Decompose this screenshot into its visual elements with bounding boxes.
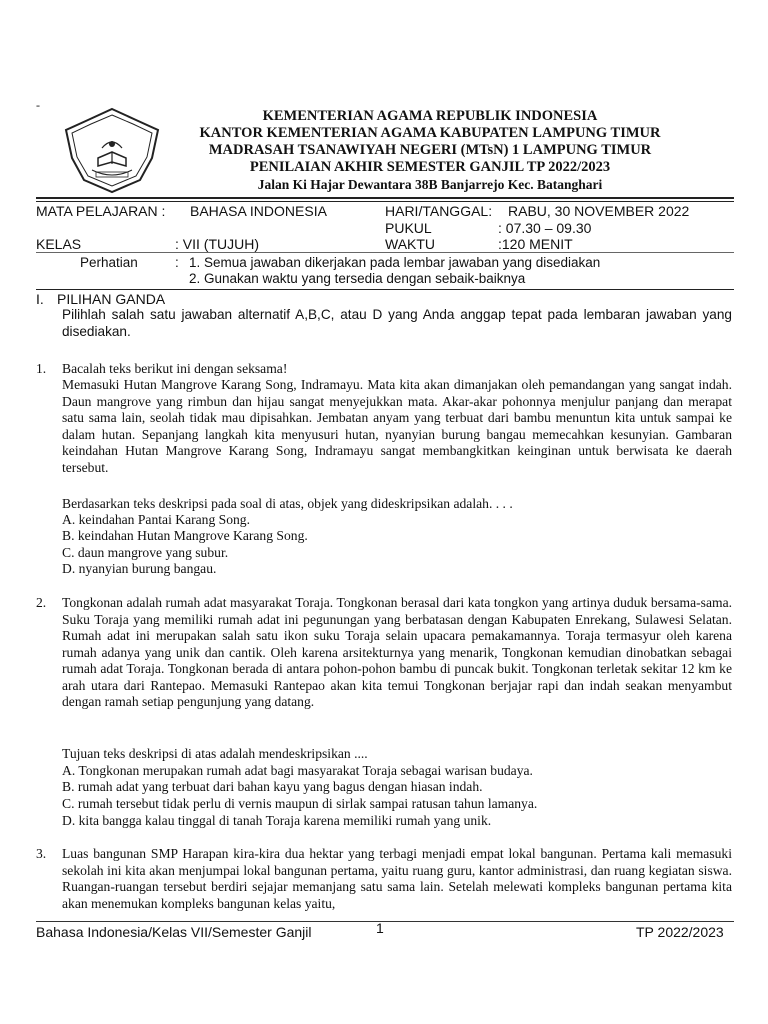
question-2-stem: Tujuan teks deskripsi di atas adalah mendeskripsikan .... xyxy=(62,746,368,761)
question-1-option-b: B. keindahan Hutan Mangrove Karang Song. xyxy=(62,528,308,543)
header-ministry: KEMENTERIAN AGAMA REPUBLIK INDONESIA xyxy=(262,108,598,124)
question-3-number: 3. xyxy=(36,846,47,861)
question-1-option-a: A. keindahan Pantai Karang Song. xyxy=(62,512,251,527)
section-title: PILIHAN GANDA xyxy=(57,291,166,307)
question-2-passage: Tongkonan adalah rumah adat masyarakat Toraja. Tongkonan berasal dari kata tongkon yang artinya duduk bersama-sama. Suku Toraja yang memiliki rumah adat ini pegunungan yang berbatasan dengan Kabupaten Enrekang, Sulawesi Selatan. Rumah adat ini merupakan salah satu ikon suku Toraja selain upacara pemakamannya. Toraja termasyur oleh karena rumah adanya yang unik dan cantik. Oleh karena arsitekturnya yang menarik, Tongkonan kemudian dinobatkan sebagai rumah adat Toraja. Tongkonan berada di antara pohon-pohon bambu di puncak bukit. Tongkonan terletak sekitar 12 km ke arah utara dari Rantepao. Memasuki Rantepao akan kita temui Tongkonan berjajar rapi dan indah seakan menyambut dengan ramah setiap pengunjung yang datang. xyxy=(62,595,732,709)
header-school: MADRASAH TSANAWIYAH NEGERI (MTsN) 1 LAMPUNG TIMUR xyxy=(208,142,652,158)
header-exam: PENILAIAN AKHIR SEMESTER GANJIL TP 2022/2023 xyxy=(249,159,611,175)
footer-course-info: Bahasa Indonesia/Kelas VII/Semester Ganjil xyxy=(36,924,312,940)
question-1-stem: Berdasarkan teks deskripsi pada soal di atas, objek yang dideskripsikan adalah. . . . xyxy=(62,496,513,511)
attention-note-1: 1. Semua jawaban dikerjakan pada lembar jawaban yang disediakan xyxy=(189,255,601,270)
header-office: KANTOR KEMENTERIAN AGAMA KABUPATEN LAMPUNG TIMUR xyxy=(199,125,661,141)
class-value: : VII (TUJUH) xyxy=(175,236,259,252)
attention-note-2: 2. Gunakan waktu yang tersedia dengan sebaik-baiknya xyxy=(189,271,526,286)
question-1-option-c: C. daun mangrove yang subur. xyxy=(62,545,229,560)
footer-rule xyxy=(36,921,734,922)
attention-label: Perhatian xyxy=(80,255,138,270)
question-3-passage: Luas bangunan SMP Harapan kira-kira dua hektar yang terbagi menjadi empat lokal bangunan. Pertama kali memasuki sekolah ini kita akan menjumpai lokal bangunan pertama, yaitu ruang guru, kantor administrasi, dan ruang kegiatan siswa. Ruangan-ruangan tersebut berdiri sejajar memanjang satu sama lain. Setelah melewati kompleks bangunan pertama kita akan menemukan kompleks bangunan kelas yaitu, xyxy=(62,846,732,911)
header-rule-thin xyxy=(36,201,734,202)
attention-colon: : xyxy=(175,255,179,270)
duration-value: :120 MENIT xyxy=(498,236,573,252)
question-1-intro: Bacalah teks berikut ini dengan seksama! xyxy=(62,361,288,376)
question-2-option-d: D. kita bangga kalau tinggal di tanah Toraja karena memiliki rumah yang unik. xyxy=(62,813,492,828)
footer-school-year: TP 2022/2023 xyxy=(636,924,724,940)
duration-label: WAKTU xyxy=(385,236,436,252)
info-bottom-rule xyxy=(36,289,734,290)
day-date-label: HARI/TANGGAL: xyxy=(385,203,493,219)
question-2-option-a: A. Tongkonan merupakan rumah adat bagi masyarakat Toraja sebagai warisan budaya. xyxy=(62,763,533,778)
time-value: : 07.30 – 09.30 xyxy=(498,220,592,236)
info-divider xyxy=(36,252,734,253)
section-number: I. xyxy=(36,291,44,307)
question-1-option-d: D. nyanyian burung bangau. xyxy=(62,561,217,576)
footer-page-number: 1 xyxy=(376,920,384,936)
subject-label: MATA PELAJARAN : xyxy=(36,203,166,219)
day-date-value: RABU, 30 NOVEMBER 2022 xyxy=(508,203,690,219)
kemenag-emblem-icon xyxy=(62,106,162,196)
question-2-number: 2. xyxy=(36,595,47,610)
stray-dash: - xyxy=(36,98,40,112)
question-1-number: 1. xyxy=(36,361,47,376)
question-2-option-c: C. rumah tersebut tidak perlu di vernis maupun di sirlak sampai ratusan tahun lamanya. xyxy=(62,796,538,811)
time-label: PUKUL xyxy=(385,220,432,236)
subject-value: BAHASA INDONESIA xyxy=(190,203,327,219)
header-rule-thick xyxy=(36,197,734,199)
header-address: Jalan Ki Hajar Dewantara 38B Banjarrejo Kec. Batanghari xyxy=(257,177,603,192)
section-instruction: Pilihlah salah satu jawaban alternatif A,B,C, atau D yang Anda anggap tepat pada lembaran jawaban yang disediakan. xyxy=(62,307,732,339)
question-2-option-b: B. rumah adat yang terbuat dari bahan kayu yang bagus dengan hiasan indah. xyxy=(62,779,483,794)
question-1-passage: Memasuki Hutan Mangrove Karang Song, Indramayu. Mata kita akan dimanjakan oleh pemandangan yang sangat indah. Daun mangrove yang rimbun dan hijau sangat menyejukkan mata. Akar-akar pohonnya menjulur panjang dan merapat satu sama lain, seolah tidak mau dipisahkan. Jembatan anyam yang terbuat dari bambu menuntun kita untuk sampai ke dalam hutan. Sepanjang langkah kita menyusuri hutan, nyanyian burung bangau memecahkan kesunyian. Gambaran keindahan Hutan Mangrove Karang Song, Indramayu sangat membangkitkan keinginan untuk berwisata ke daerah tersebut. xyxy=(62,377,732,475)
class-label: KELAS xyxy=(36,236,82,252)
